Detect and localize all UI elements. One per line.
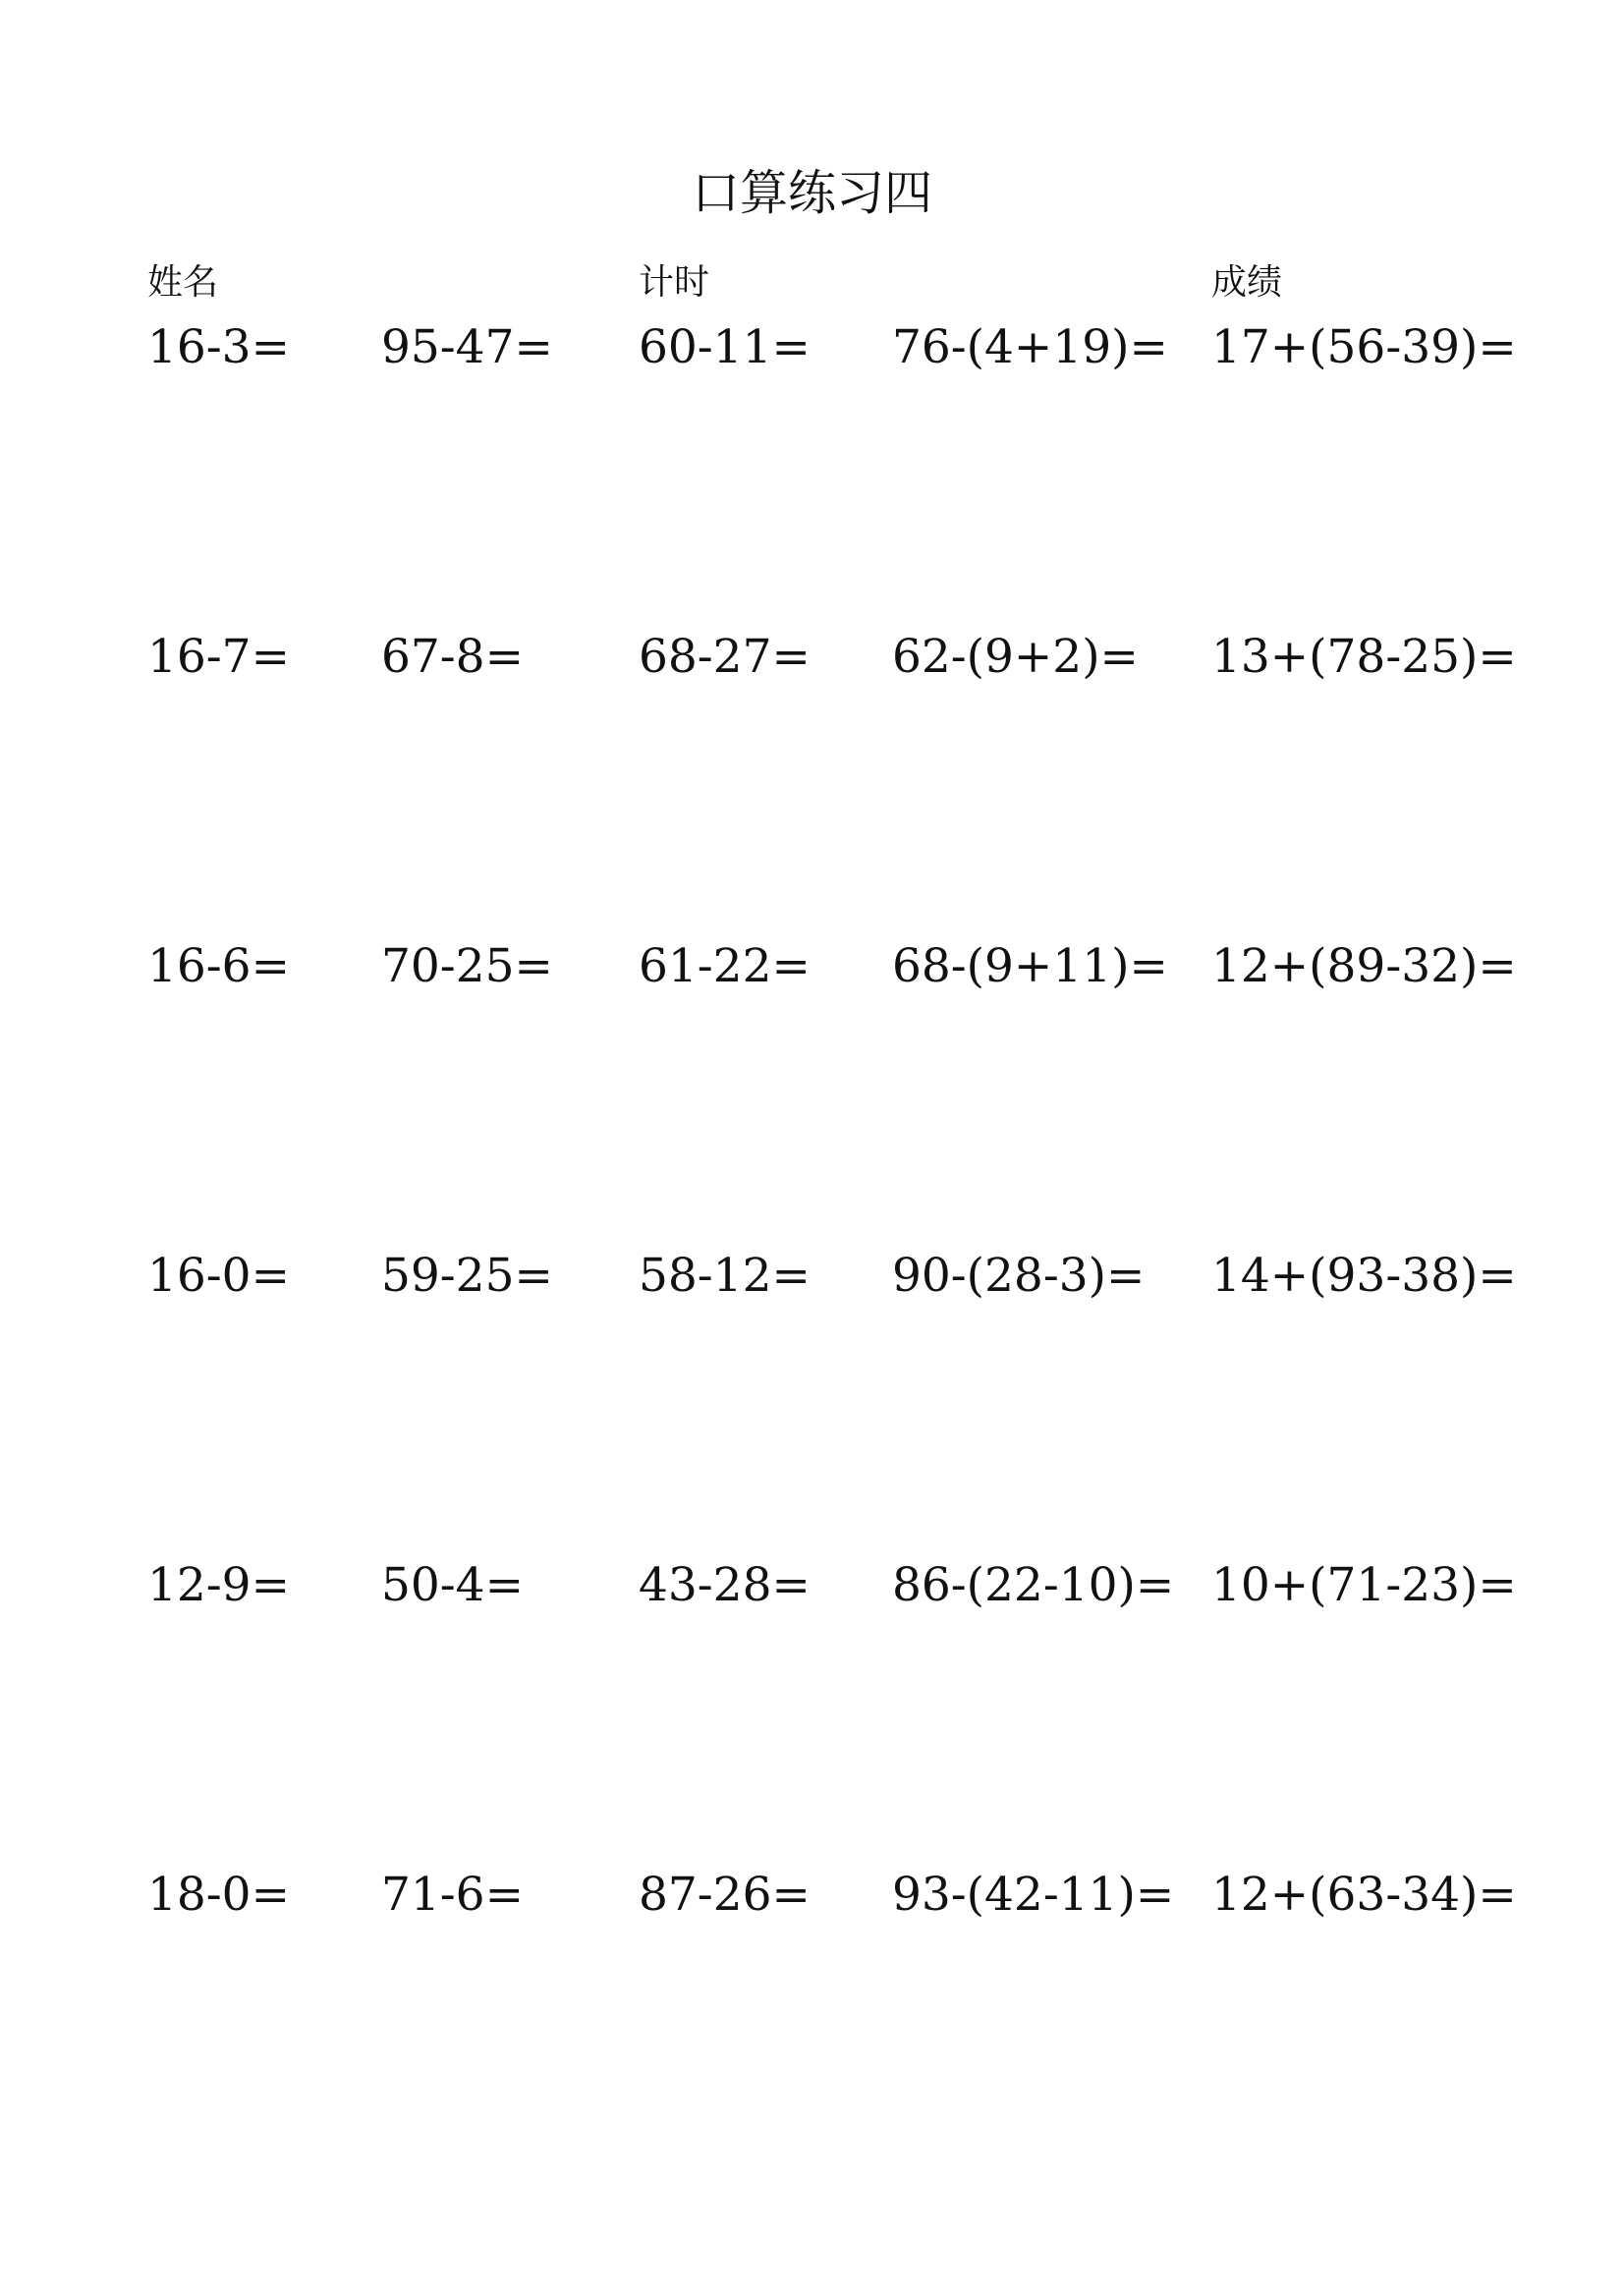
problem-item: 18-0= xyxy=(147,1868,290,1922)
problem-item: 76-(4+19)= xyxy=(892,320,1168,374)
problem-item: 43-28= xyxy=(639,1558,811,1612)
problem-item: 70-25= xyxy=(381,939,553,993)
problem-item: 16-6= xyxy=(147,939,290,993)
problem-item: 90-(28-3)= xyxy=(892,1249,1146,1303)
problem-item: 71-6= xyxy=(381,1868,524,1922)
problem-item: 12+(63-34)= xyxy=(1211,1868,1517,1922)
problem-item: 68-27= xyxy=(639,630,811,684)
time-label: 计时 xyxy=(639,262,710,303)
problem-item: 87-26= xyxy=(639,1868,811,1922)
problem-item: 58-12= xyxy=(639,1249,811,1303)
problem-item: 14+(93-38)= xyxy=(1211,1249,1517,1303)
problem-item: 61-22= xyxy=(639,939,811,993)
problem-item: 16-3= xyxy=(147,320,290,374)
problem-item: 68-(9+11)= xyxy=(892,939,1168,993)
problem-item: 17+(56-39)= xyxy=(1211,320,1517,374)
problem-item: 93-(42-11)= xyxy=(892,1868,1175,1922)
problem-item: 67-8= xyxy=(381,630,524,684)
name-label: 姓名 xyxy=(147,262,219,303)
problem-item: 95-47= xyxy=(381,320,553,374)
problem-item: 62-(9+2)= xyxy=(892,630,1139,684)
problem-item: 16-7= xyxy=(147,630,290,684)
problem-item: 12-9= xyxy=(147,1558,290,1612)
problem-item: 50-4= xyxy=(381,1558,524,1612)
problem-item: 60-11= xyxy=(639,320,811,374)
problem-item: 86-(22-10)= xyxy=(892,1558,1175,1612)
score-label: 成绩 xyxy=(1211,262,1283,303)
problem-item: 16-0= xyxy=(147,1249,290,1303)
page-title: 口算练习四 xyxy=(691,165,932,221)
problem-item: 12+(89-32)= xyxy=(1211,939,1517,993)
problem-item: 13+(78-25)= xyxy=(1211,630,1517,684)
problem-item: 10+(71-23)= xyxy=(1211,1558,1517,1612)
problem-item: 59-25= xyxy=(381,1249,553,1303)
